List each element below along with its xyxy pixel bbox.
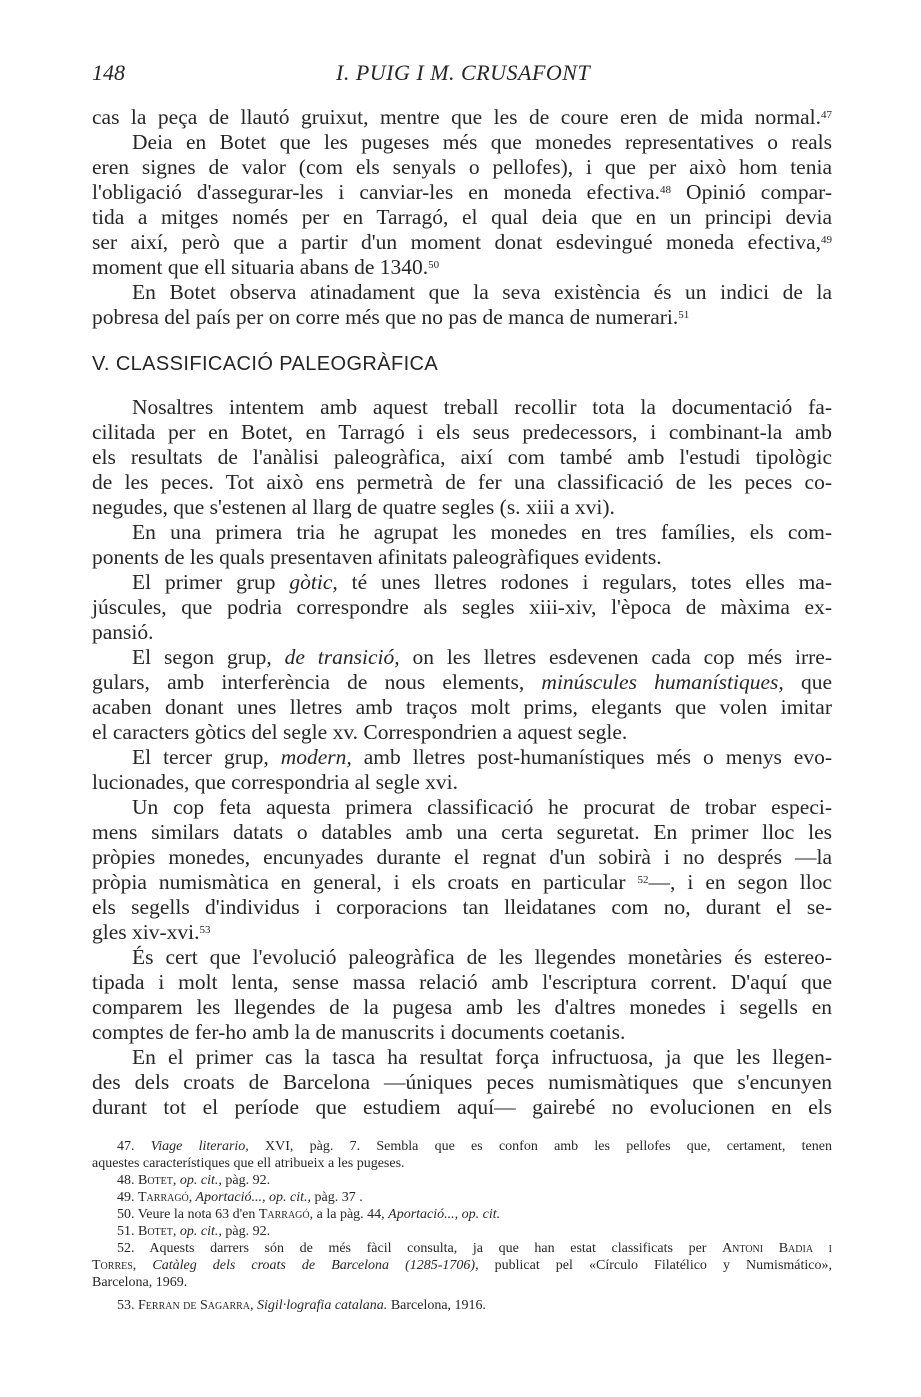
footnote-47: 47. Viage literario, XVI, pàg. 7. Sembla que es confon amb les pellofes que, certament, tenen [117,1139,832,1154]
body-line: ponents de les quals presentaven afinitats paleogràfiques evidents. [92,545,662,569]
running-title: I. PUIG I M. CRUSAFONT [336,60,591,85]
body-line: El segon grup, de transició, on les lletres esdevenen cada cop més irre- [132,645,832,669]
footnote-47-cont: aquestes característiques que ell atribueix a les pugeses. [92,1156,405,1171]
body-line: moment que ell situaria abans de 1340.50 [92,255,440,279]
section-heading: V. CLASSIFICACIÓ PALEOGRÀFICA [92,353,439,375]
body-line: Nosaltres intentem amb aquest treball recollir tota la documentació fa- [132,395,832,419]
running-header [92,60,832,90]
footnote-52: 52. Aquests darrers són de més fàcil consulta, ja que han estat classificats per Antoni Badia i [117,1241,832,1256]
body-line: pròpies monedes, encunyades durante el regnat d'un sobirà i no després —la [92,845,832,869]
body-line: gles xiv-xvi.$^{53}$ [92,920,211,944]
body-line: durant tot el període que estudiem aquí— gairebé no evolucionen en els [92,1095,832,1119]
body-line: Deia en Botet que les pugeses més que monedes representatives o reals [132,130,832,154]
footnote-49: 49. Tarragó, Aportació..., op. cit., pàg. 37 . [117,1190,363,1205]
body-line: gulars, amb interferència de nous elements, minúscules humanístiques, que [92,670,833,694]
footnote-52-end: Barcelona, 1969. [92,1275,188,1290]
footnote-ref: 52 [637,874,649,886]
footnote-ref: 49 [821,234,832,246]
body-line: pobresa del país per on corre més que no pas de manca de numerari.$^{51}$ [92,305,690,329]
footnote-50: 50. Veure la nota 63 d'en Tarragó, a la pàg. 44, Aportació..., op. cit. [117,1207,501,1222]
body-line: júscules, que podria correspondre als segles xiii-xiv, l'època de màxima ex- [92,595,832,619]
body-line: els resultats de l'anàlisi paleogràfica, així com també amb l'estudi tipològic [92,445,832,469]
body-line: des dels croats de Barcelona —úniques peces numismàtiques que s'encunyen [92,1070,832,1094]
body-line: els segells d'individus i corporacions tan lleidatanes com no, durant el se- [92,895,832,919]
footnote-ref: 48 [660,184,672,196]
footnote-ref: 53 [199,924,211,936]
body-line: eren signes de valor (com els senyals o pellofes), i que per això hom tenia [92,155,832,179]
footnote-ref: 51 [678,309,690,321]
body-line: En Botet observa atinadament que la seva existència és un indici de la [132,280,832,304]
footnote-52-cont: Torres, Catàleg dels croats de Barcelona (1285-1706), publicat pel «Círculo Filatélico y Numismático», [92,1258,832,1273]
body-line: el caracters gòtics del segle xv. Correspondrien a aquest segle. [92,720,628,744]
footnote-ref: 50 [428,259,440,271]
body-line: El tercer grup, modern, amb lletres post-humanístiques més o menys evo- [132,745,833,769]
body-line: mens similars datats o datables amb una certa seguretat. En primer lloc les [92,820,832,844]
body-line: tipada i molt lenta, sense massa relació amb l'escriptura corrent. D'aquí que [92,970,832,994]
body-line: negudes, que s'estenen al llarg de quatre segles (s. xiii a xvi). [92,495,615,519]
footnote-ref: 47 [821,109,832,121]
body-line: tida a mitges només per en Tarragó, el qual deia que en un principi devia [92,205,832,229]
body-line: En una primera tria he agrupat les monedes en tres famílies, els com- [132,520,832,544]
body-line: El primer grup gòtic, té unes lletres rodones i regulars, totes elles ma- [132,570,832,594]
body-line: acaben donant unes lletres amb traços molt prims, elegants que volen imitar [92,695,832,719]
body-line: comptes de fer-ho amb la de manuscrits i documents coetanis. [92,1020,626,1044]
body-line: cas la peça de llautó gruixut, mentre que les de coure eren de mida normal.$^{47}$ [92,105,832,129]
body-line: lucionades, que correspondria al segle xvi. [92,770,458,794]
body-line: l'obligació d'assegurar-les i canviar-les en moneda efectiva.$^{48}$ Opinió compar- [92,180,833,204]
body-line: comparem les llegendes de la pugesa amb les d'altres monedes i segells en [92,995,832,1019]
body-line: pròpia numismàtica en general, i els croats en particular $^{52}$—, i en segon lloc [92,870,832,894]
body-line: En el primer cas la tasca ha resultat força infructuosa, ja que les llegen- [132,1045,832,1069]
body-line: cilitada per en Botet, en Tarragó i els seus predecessors, i combinant-la amb [92,420,832,444]
body-line: ser així, però que a partir d'un moment donat esdevingué moneda efectiva,$^{49}$ [92,230,832,254]
body-line: És cert que l'evolució paleogràfica de les llegendes monetàries és estereo- [132,945,832,969]
body-line: de les peces. Tot això ens permetrà de fer una classificació de les peces co- [92,470,832,494]
footnote-51: 51. Botet, op. cit., pàg. 92. [117,1224,271,1239]
body-line: Un cop feta aquesta primera classificació he procurat de trobar especi- [132,795,832,819]
body-line: pansió. [92,620,154,644]
footnote-48: 48. Botet, op. cit., pàg. 92. [117,1173,271,1188]
page-number: 148 [92,60,125,85]
footnote-53: 53. Ferran de Sagarra, Sigil·lografia catalana. Barcelona, 1916. [117,1298,487,1313]
